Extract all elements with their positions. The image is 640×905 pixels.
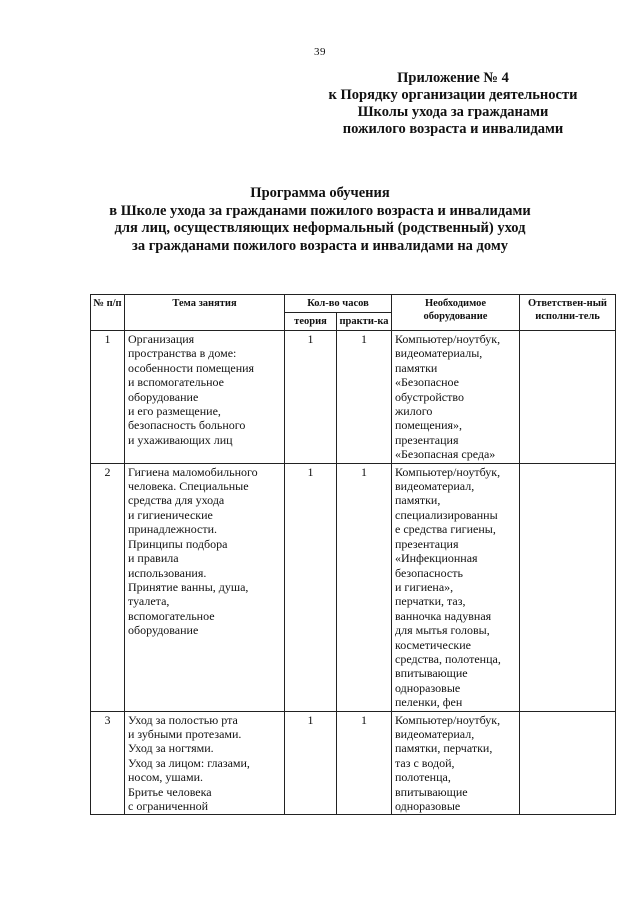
- row-theory-hours: 1: [285, 331, 337, 464]
- topic-line: особенности помещения: [128, 360, 255, 375]
- title-line: для лиц, осуществляющих неформальный (родственный) уход: [114, 220, 526, 236]
- topic-line: средства для ухода: [128, 493, 225, 508]
- program-table: [90, 294, 616, 815]
- topic-line: безопасность больного: [128, 418, 246, 433]
- topic-line: принадлежности.: [128, 522, 218, 537]
- row-equipment: [392, 463, 520, 711]
- appendix-line: пожилого возраста и инвалидами: [342, 121, 564, 137]
- equipment-line: «Безопасная среда»: [395, 447, 496, 462]
- equipment-line: обустройство: [395, 389, 464, 404]
- equipment-line: полотенца,: [395, 770, 451, 785]
- row-practice-hours: 1: [337, 331, 392, 464]
- header-topic: Тема занятия: [125, 295, 285, 331]
- row-number: 2: [91, 463, 125, 711]
- equipment-line: и гигиена»,: [395, 579, 454, 594]
- equipment-line: специализированны: [395, 507, 498, 522]
- equipment-line: видеоматериал,: [395, 726, 475, 741]
- row-equipment: [392, 711, 520, 815]
- equipment-line: видеоматериалы,: [395, 346, 483, 361]
- topic-line: Принятие ванны, душа,: [128, 579, 249, 594]
- equipment-line: Компьютер/ноутбук,: [395, 332, 501, 346]
- row-responsible: [520, 331, 616, 464]
- appendix-line: Школы ухода за гражданами: [357, 104, 549, 120]
- topic-line: и зубными протезами.: [128, 726, 242, 741]
- table-row: [91, 463, 616, 711]
- table-row: [91, 711, 616, 815]
- row-responsible: [520, 711, 616, 815]
- header-practice: практи-ка: [337, 313, 392, 331]
- topic-line: Уход за полостью рта: [128, 712, 238, 727]
- table-body: [91, 331, 616, 815]
- equipment-line: одноразовые: [395, 680, 461, 695]
- table-row: [91, 331, 616, 464]
- equipment-line: впитывающие: [395, 784, 468, 799]
- topic-line: и вспомогательное: [128, 375, 224, 390]
- topic-line: и его размещение,: [128, 404, 221, 419]
- header-hours: Кол-во часов: [285, 295, 392, 313]
- equipment-line: е средства гигиены,: [395, 522, 496, 537]
- equipment-line: «Инфекционная: [395, 551, 478, 566]
- page-number: 39: [314, 46, 326, 58]
- equipment-line: впитывающие: [395, 666, 468, 681]
- topic-line: и ухаживающих лиц: [128, 432, 233, 447]
- row-practice-hours: 1: [337, 711, 392, 815]
- table-header-row: [91, 295, 616, 313]
- title-line: в Школе ухода за гражданами пожилого возраста и инвалидами: [109, 202, 531, 219]
- title-line: за гражданами пожилого возраста и инвалидами на дому: [132, 237, 508, 254]
- topic-line: Гигиена маломобильного: [128, 464, 258, 479]
- equipment-line: презентация: [395, 432, 459, 447]
- topic-line: Бритье человека: [128, 784, 212, 799]
- topic-line: носом, ушами.: [128, 770, 203, 785]
- appendix-line: Приложение № 4: [397, 70, 509, 86]
- equipment-line: косметические: [395, 637, 471, 652]
- topic-line: Уход за ногтями.: [128, 741, 214, 756]
- equipment-line: памятки: [395, 360, 438, 375]
- header-equipment: Необходимое оборудование: [392, 295, 520, 331]
- row-practice-hours: 1: [337, 463, 392, 711]
- row-theory-hours: 1: [285, 711, 337, 815]
- appendix-heading: [288, 70, 618, 138]
- row-number: 1: [91, 331, 125, 464]
- equipment-line: для мытья головы,: [395, 623, 490, 638]
- topic-line: Принципы подбора: [128, 536, 228, 551]
- equipment-line: Компьютер/ноутбук,: [395, 712, 501, 727]
- equipment-line: безопасность: [395, 565, 463, 580]
- appendix-line: к Порядку организации деятельности: [328, 87, 578, 103]
- equipment-line: памятки, перчатки,: [395, 741, 493, 756]
- equipment-line: таз с водой,: [395, 755, 455, 770]
- row-number: 3: [91, 711, 125, 815]
- equipment-line: пеленки, фен: [395, 695, 463, 710]
- topic-line: оборудование: [128, 389, 199, 404]
- equipment-line: ванночка надувная: [395, 608, 492, 623]
- equipment-line: «Безопасное: [395, 375, 460, 390]
- topic-line: и гигиенические: [128, 507, 213, 522]
- equipment-line: памятки,: [395, 493, 441, 508]
- header-theory: теория: [285, 313, 337, 331]
- row-responsible: [520, 463, 616, 711]
- row-equipment: [392, 331, 520, 464]
- topic-line: с ограниченной: [128, 799, 209, 813]
- equipment-line: перчатки, таз,: [395, 594, 466, 609]
- row-theory-hours: 1: [285, 463, 337, 711]
- equipment-line: помещения»,: [395, 418, 463, 433]
- topic-line: и правила: [128, 551, 179, 566]
- topic-line: Организация: [128, 332, 195, 346]
- title-line: Программа обучения: [250, 185, 390, 201]
- row-topic: [125, 331, 285, 464]
- topic-line: использования.: [128, 565, 207, 580]
- topic-line: вспомогательное: [128, 608, 215, 623]
- program-title: [90, 185, 550, 255]
- topic-line: пространства в доме:: [128, 346, 237, 361]
- equipment-line: средства, полотенца,: [395, 651, 501, 666]
- row-topic: [125, 463, 285, 711]
- topic-line: оборудование: [128, 623, 199, 638]
- topic-line: человека. Специальные: [128, 479, 249, 494]
- topic-line: Уход за лицом: глазами,: [128, 755, 250, 770]
- equipment-line: видеоматериал,: [395, 479, 475, 494]
- equipment-line: жилого: [395, 404, 433, 419]
- equipment-line: Компьютер/ноутбук,: [395, 464, 501, 479]
- header-num: № п/п: [91, 295, 125, 331]
- row-topic: [125, 711, 285, 815]
- topic-line: туалета,: [128, 594, 170, 609]
- equipment-line: одноразовые: [395, 799, 461, 813]
- equipment-line: презентация: [395, 536, 459, 551]
- header-responsible: Ответствен-ный исполни-тель: [520, 295, 616, 331]
